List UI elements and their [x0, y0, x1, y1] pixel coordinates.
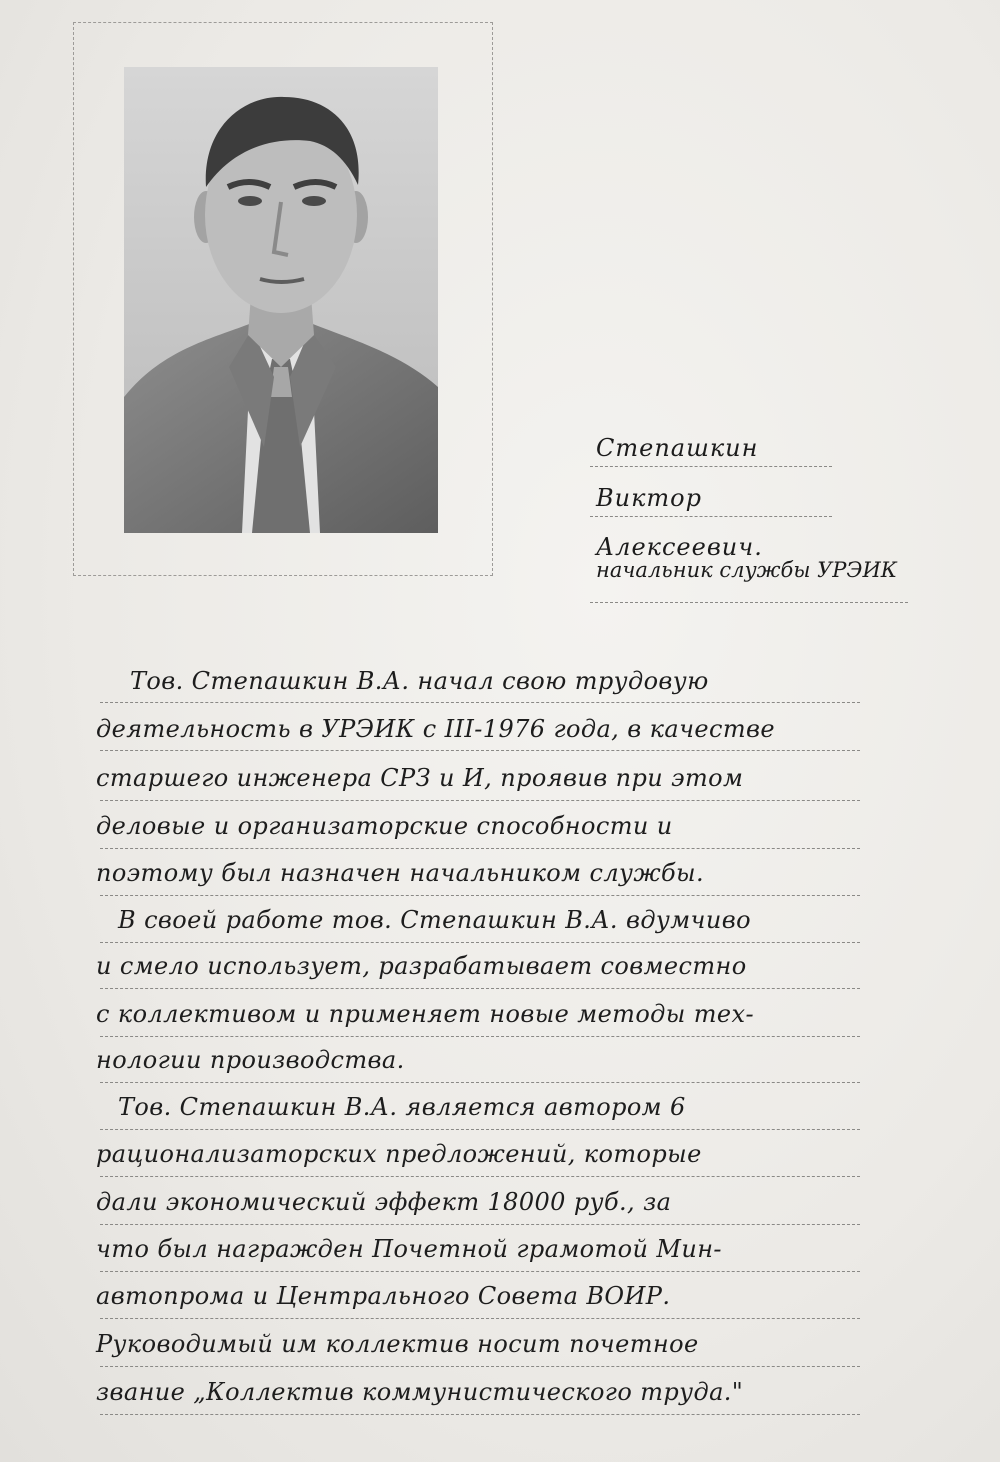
- ruling-line: [100, 1224, 860, 1225]
- ruling-line: [100, 800, 860, 801]
- ruling-line: [100, 988, 860, 989]
- text-line: и смело использует, разрабатывает совместно: [96, 952, 747, 980]
- text-line: звание „Коллектив коммунистического труда.": [96, 1378, 744, 1406]
- position-title: начальник службы УРЭИК: [596, 558, 898, 582]
- portrait-image: [124, 67, 438, 533]
- surname: Степашкин: [596, 434, 759, 462]
- text-line: автопрома и Центрального Совета ВОИР.: [96, 1282, 671, 1310]
- ruling-line: [100, 942, 860, 943]
- first-name: Виктор: [596, 484, 702, 512]
- text-line: Тов. Степашкин В.А. является автором 6: [118, 1093, 686, 1121]
- ruling-line: [100, 1271, 860, 1272]
- ruling-line: [100, 702, 860, 703]
- ruling-line: [590, 466, 832, 467]
- text-line: нологии производства.: [96, 1046, 405, 1074]
- text-line: рационализаторских предложений, которые: [96, 1140, 702, 1168]
- patronymic: Алексеевич.: [596, 533, 763, 561]
- ruling-line: [100, 1366, 860, 1367]
- ruling-line: [590, 516, 832, 517]
- ruling-line: [100, 848, 860, 849]
- ruling-line: [100, 1129, 860, 1130]
- portrait-photo: [124, 67, 438, 533]
- ruling-line: [100, 895, 860, 896]
- text-line: В своей работе тов. Степашкин В.А. вдумчиво: [118, 906, 751, 934]
- text-line: что был награжден Почетной грамотой Мин-: [96, 1235, 722, 1263]
- text-line: Тов. Степашкин В.А. начал свою трудовую: [130, 667, 709, 695]
- ruling-line: [100, 1036, 860, 1037]
- ruling-line: [100, 1318, 860, 1319]
- ruling-line: [590, 602, 908, 603]
- text-line: поэтому был назначен начальником службы.: [96, 859, 705, 887]
- text-line: деятельность в УРЭИК с III-1976 года, в качестве: [96, 715, 775, 743]
- text-line: деловые и организаторские способности и: [96, 812, 673, 840]
- ruling-line: [100, 1414, 860, 1415]
- ruling-line: [100, 1082, 860, 1083]
- text-line: старшего инженера СРЗ и И, проявив при этом: [96, 764, 744, 792]
- ruling-line: [100, 1176, 860, 1177]
- text-line: Руководимый им коллектив носит почетное: [96, 1330, 699, 1358]
- text-line: с коллективом и применяет новые методы тех-: [96, 1000, 754, 1028]
- text-line: дали экономический эффект 18000 руб., за: [96, 1188, 672, 1216]
- ruling-line: [100, 750, 860, 751]
